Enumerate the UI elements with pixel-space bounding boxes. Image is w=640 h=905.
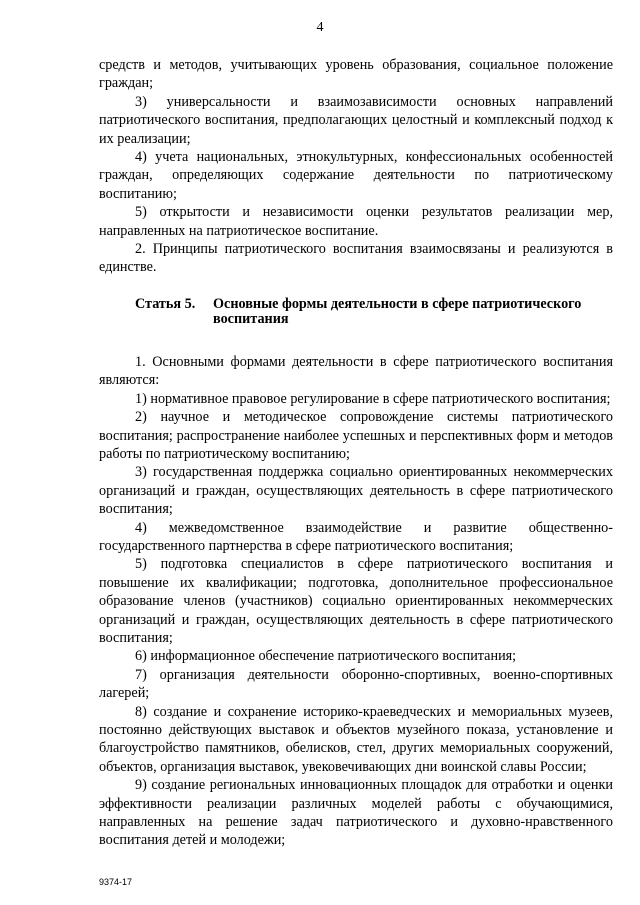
paragraph: 2. Принципы патриотического воспитания взаимосвязаны и реализуются в единстве. [99,241,613,276]
paragraph: 5) открытости и независимости оценки результатов реализации мер, направленных на патриотическое воспитание. [99,204,613,239]
paragraph: 4) межведомственное взаимодействие и развитие общественно-государственного партнерства в сфере патриотического воспитания; [99,519,613,554]
paragraph: 8) создание и сохранение историко-краеведческих и мемориальных музеев, постоянно действующих выставок и объектов музейного показа, установление и благоустройство памятников, обелисков, стел, других мемориальных сооружений, объектов, организация выставок, увековечивающих дни воинской славы России; [99,703,613,775]
article-title: Основные формы деятельности в сфере патриотического воспитания [213,295,582,327]
paragraph: 5) подготовка специалистов в сфере патриотического воспитания и повышение их квалификации; подготовка, дополнительное профессиональное образование членов (участников) социально ориентированных некоммерческих организаций и граждан, осуществляющих деятельность в сфере патриотического воспитания; [99,556,613,646]
article-number: Статья 5. [135,295,196,312]
article-heading [99,297,613,327]
paragraph: 1) нормативное правовое регулирование в сфере патриотического воспитания; [135,390,611,407]
document-body [99,56,613,850]
paragraph: 6) информационное обеспечение патриотического воспитания; [135,648,517,665]
paragraph: 3) государственная поддержка социально ориентированных некоммерческих организаций и граждан, осуществляющих деятельность в сфере патриотического воспитания; [99,464,613,518]
paragraphs-before [99,56,613,277]
paragraph: 1. Основными формами деятельности в сфере патриотического воспитания являются: [99,353,613,389]
paragraph: 9) создание региональных инновационных площадок для отработки и оценки эффективности реализации различных моделей работы с обучающимися, направленных на решение задач патриотического и духовно-нравственного воспитания детей и молодежи; [99,777,613,849]
paragraph: 2) научное и методическое сопровождение системы патриотического воспитания; распространение наиболее успешных и перспективных форм и методов работы по патриотическому воспитанию; [99,409,613,462]
page-number: 4 [316,20,324,35]
paragraph: 3) универсальности и взаимозависимости основных направлений патриотического воспитания, предполагающих целостный и комплексный подход к их реализации; [99,93,613,147]
paragraph: средств и методов, учитывающих уровень образования, социальное положение граждан; [99,57,613,92]
paragraph: 4) учета национальных, этнокультурных, конфессиональных особенностей граждан, определяющих содержание деятельности по патриотическому воспитанию; [99,149,613,202]
paragraph: 7) организация деятельности оборонно-спортивных, военно-спортивных лагерей; [99,666,613,702]
paragraphs-after [99,353,613,850]
footer-code: 9374-17 [99,877,133,887]
